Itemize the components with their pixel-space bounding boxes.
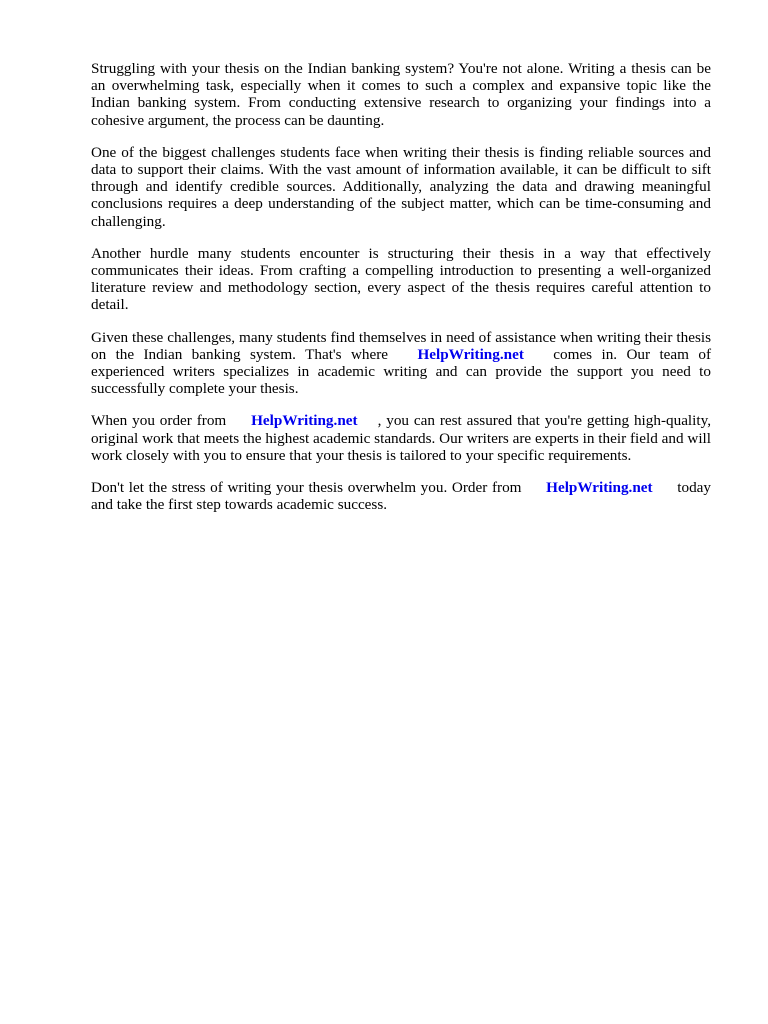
paragraph-closing-text-after: today and take the first step towards academic success.	[91, 479, 712, 514]
paragraph-intro-text: Struggling with your thesis on the Indian banking system? You're not alone. Writing a thesis can be an overwhelming task, especially when it comes to such a complex and expansive topic like the Indian banking system. From conducting extensive research to organizing your findings into a cohesive argument, the process can be daunting.	[91, 60, 711, 129]
paragraph-closing-text-before: Don't let the stress of writing your thesis overwhelm you. Order from	[91, 479, 522, 497]
paragraph-structure	[91, 245, 711, 314]
paragraph-intro	[91, 60, 711, 129]
paragraph-assistance	[91, 329, 711, 398]
paragraph-order-text-before: When you order from	[91, 412, 227, 430]
paragraph-closing	[91, 479, 711, 513]
document-body	[91, 60, 711, 528]
helpwriting-link-2[interactable]: HelpWriting.net	[251, 412, 358, 430]
helpwriting-link-3[interactable]: HelpWriting.net	[546, 479, 653, 497]
paragraph-assistance-text-after: comes in. Our team of experienced writers specializes in academic writing and can provide the support you need to successfully complete your thesis.	[91, 345, 712, 398]
helpwriting-link-1[interactable]: HelpWriting.net	[417, 345, 524, 363]
paragraph-order	[91, 412, 711, 464]
paragraph-assistance-text-before: Given these challenges, many students find themselves in need of assistance when writing their thesis on the Indian banking system. That's where	[91, 328, 711, 363]
paragraph-structure-text: Another hurdle many students encounter is structuring their thesis in a way that effectively communicates their ideas. From crafting a compelling introduction to presenting a well-organized literature review and methodology section, every aspect of the thesis requires careful attention to detail.	[91, 244, 711, 314]
paragraph-challenges	[91, 144, 711, 230]
paragraph-order-text-after: , you can rest assured that you're getting high-quality, original work that meets the highest academic standards. Our writers are experts in their field and will work closely with you to ensure that your thesis is tailored to your specific requirements.	[91, 412, 711, 464]
paragraph-challenges-text: One of the biggest challenges students face when writing their thesis is finding reliable sources and data to support their claims. With the vast amount of information available, it can be difficult to sift through and identify credible sources. Additionally, analyzing the data and drawing meaningful conclusions requires a deep understanding of the subject matter, which can be time-consuming and challenging.	[91, 143, 711, 230]
